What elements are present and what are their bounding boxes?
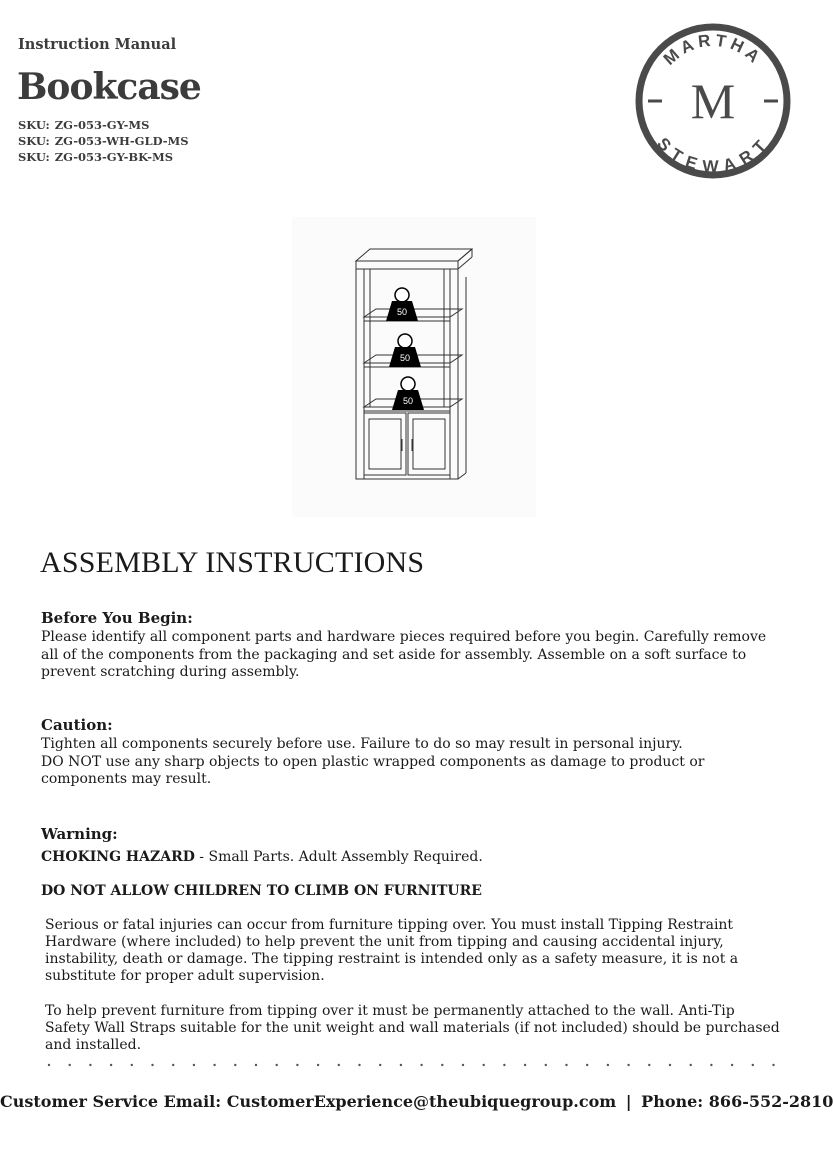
before-you-begin-section [41, 609, 781, 682]
email-link[interactable]: CustomerExperience@theubiquegroup.com [226, 1092, 617, 1111]
sku-line: SKU: ZG-053-GY-BK-MS [18, 150, 174, 164]
caution-line: DO NOT use any sharp objects to open plastic wrapped components as damage to product or components may result. [41, 753, 705, 787]
caution-section [41, 716, 781, 789]
section-body: Please identify all component parts and hardware pieces required before you begin. Carefully remove all of the components from the packaging and set aside for assembly. Assemble on a soft surface to prevent scratching during assembly. [41, 629, 767, 680]
climb-warning: DO NOT ALLOW CHILDREN TO CLIMB ON FURNITURE [41, 882, 482, 899]
phone-number[interactable]: 866-552-2810 [708, 1092, 833, 1111]
dotted-divider [46, 1060, 776, 1070]
page-title: Bookcase [17, 66, 201, 108]
sku-line: SKU: ZG-053-WH-GLD-MS [18, 134, 189, 148]
caution-line: Tighten all components securely before use. Failure to do so may result in personal injury. [41, 736, 683, 752]
svg-text:50: 50 [399, 353, 411, 363]
brand-logo [634, 22, 792, 180]
choking-hazard: CHOKING HAZARD - Small Parts. Adult Assembly Required. [41, 849, 483, 865]
anchor-paragraph: To help prevent furniture from tipping over it must be permanently attached to the wall. Anti-Tip Safety Wall Straps suitable for the unit weight and wall materials (if not included) should be purchased and installed. [45, 1003, 780, 1053]
tipping-paragraph: Serious or fatal injuries can occur from furniture tipping over. You must install Tipping Restraint Hardware (where included) to help prevent the unit from tipping and causing accidental injury, instability, death or damage. The tipping restraint is intended only as a safety measure, it is not a substitute for proper adult supervision. [45, 917, 739, 984]
document-label: Instruction Manual [18, 36, 177, 53]
section-title: Caution: [41, 716, 113, 734]
logo-bottom-text: STEWART [653, 133, 773, 177]
logo-top-text: MARTHA [659, 30, 767, 69]
logo-monogram: M [690, 73, 736, 129]
bookcase-illustration [292, 217, 536, 517]
section-body [41, 736, 781, 789]
sku-line: SKU: ZG-053-GY-MS [18, 118, 150, 132]
customer-service-footer: Customer Service Email: CustomerExperience@theubiquegroup.com | Phone: 866-552-2810 [0, 1092, 833, 1111]
section-title: Before You Begin: [41, 609, 193, 627]
assembly-heading: ASSEMBLY INSTRUCTIONS [40, 546, 425, 579]
warning-section [41, 825, 781, 900]
section-title: Warning: [41, 825, 118, 843]
sku-list [18, 117, 189, 165]
svg-text:50: 50 [402, 396, 414, 406]
svg-text:50: 50 [396, 307, 408, 317]
